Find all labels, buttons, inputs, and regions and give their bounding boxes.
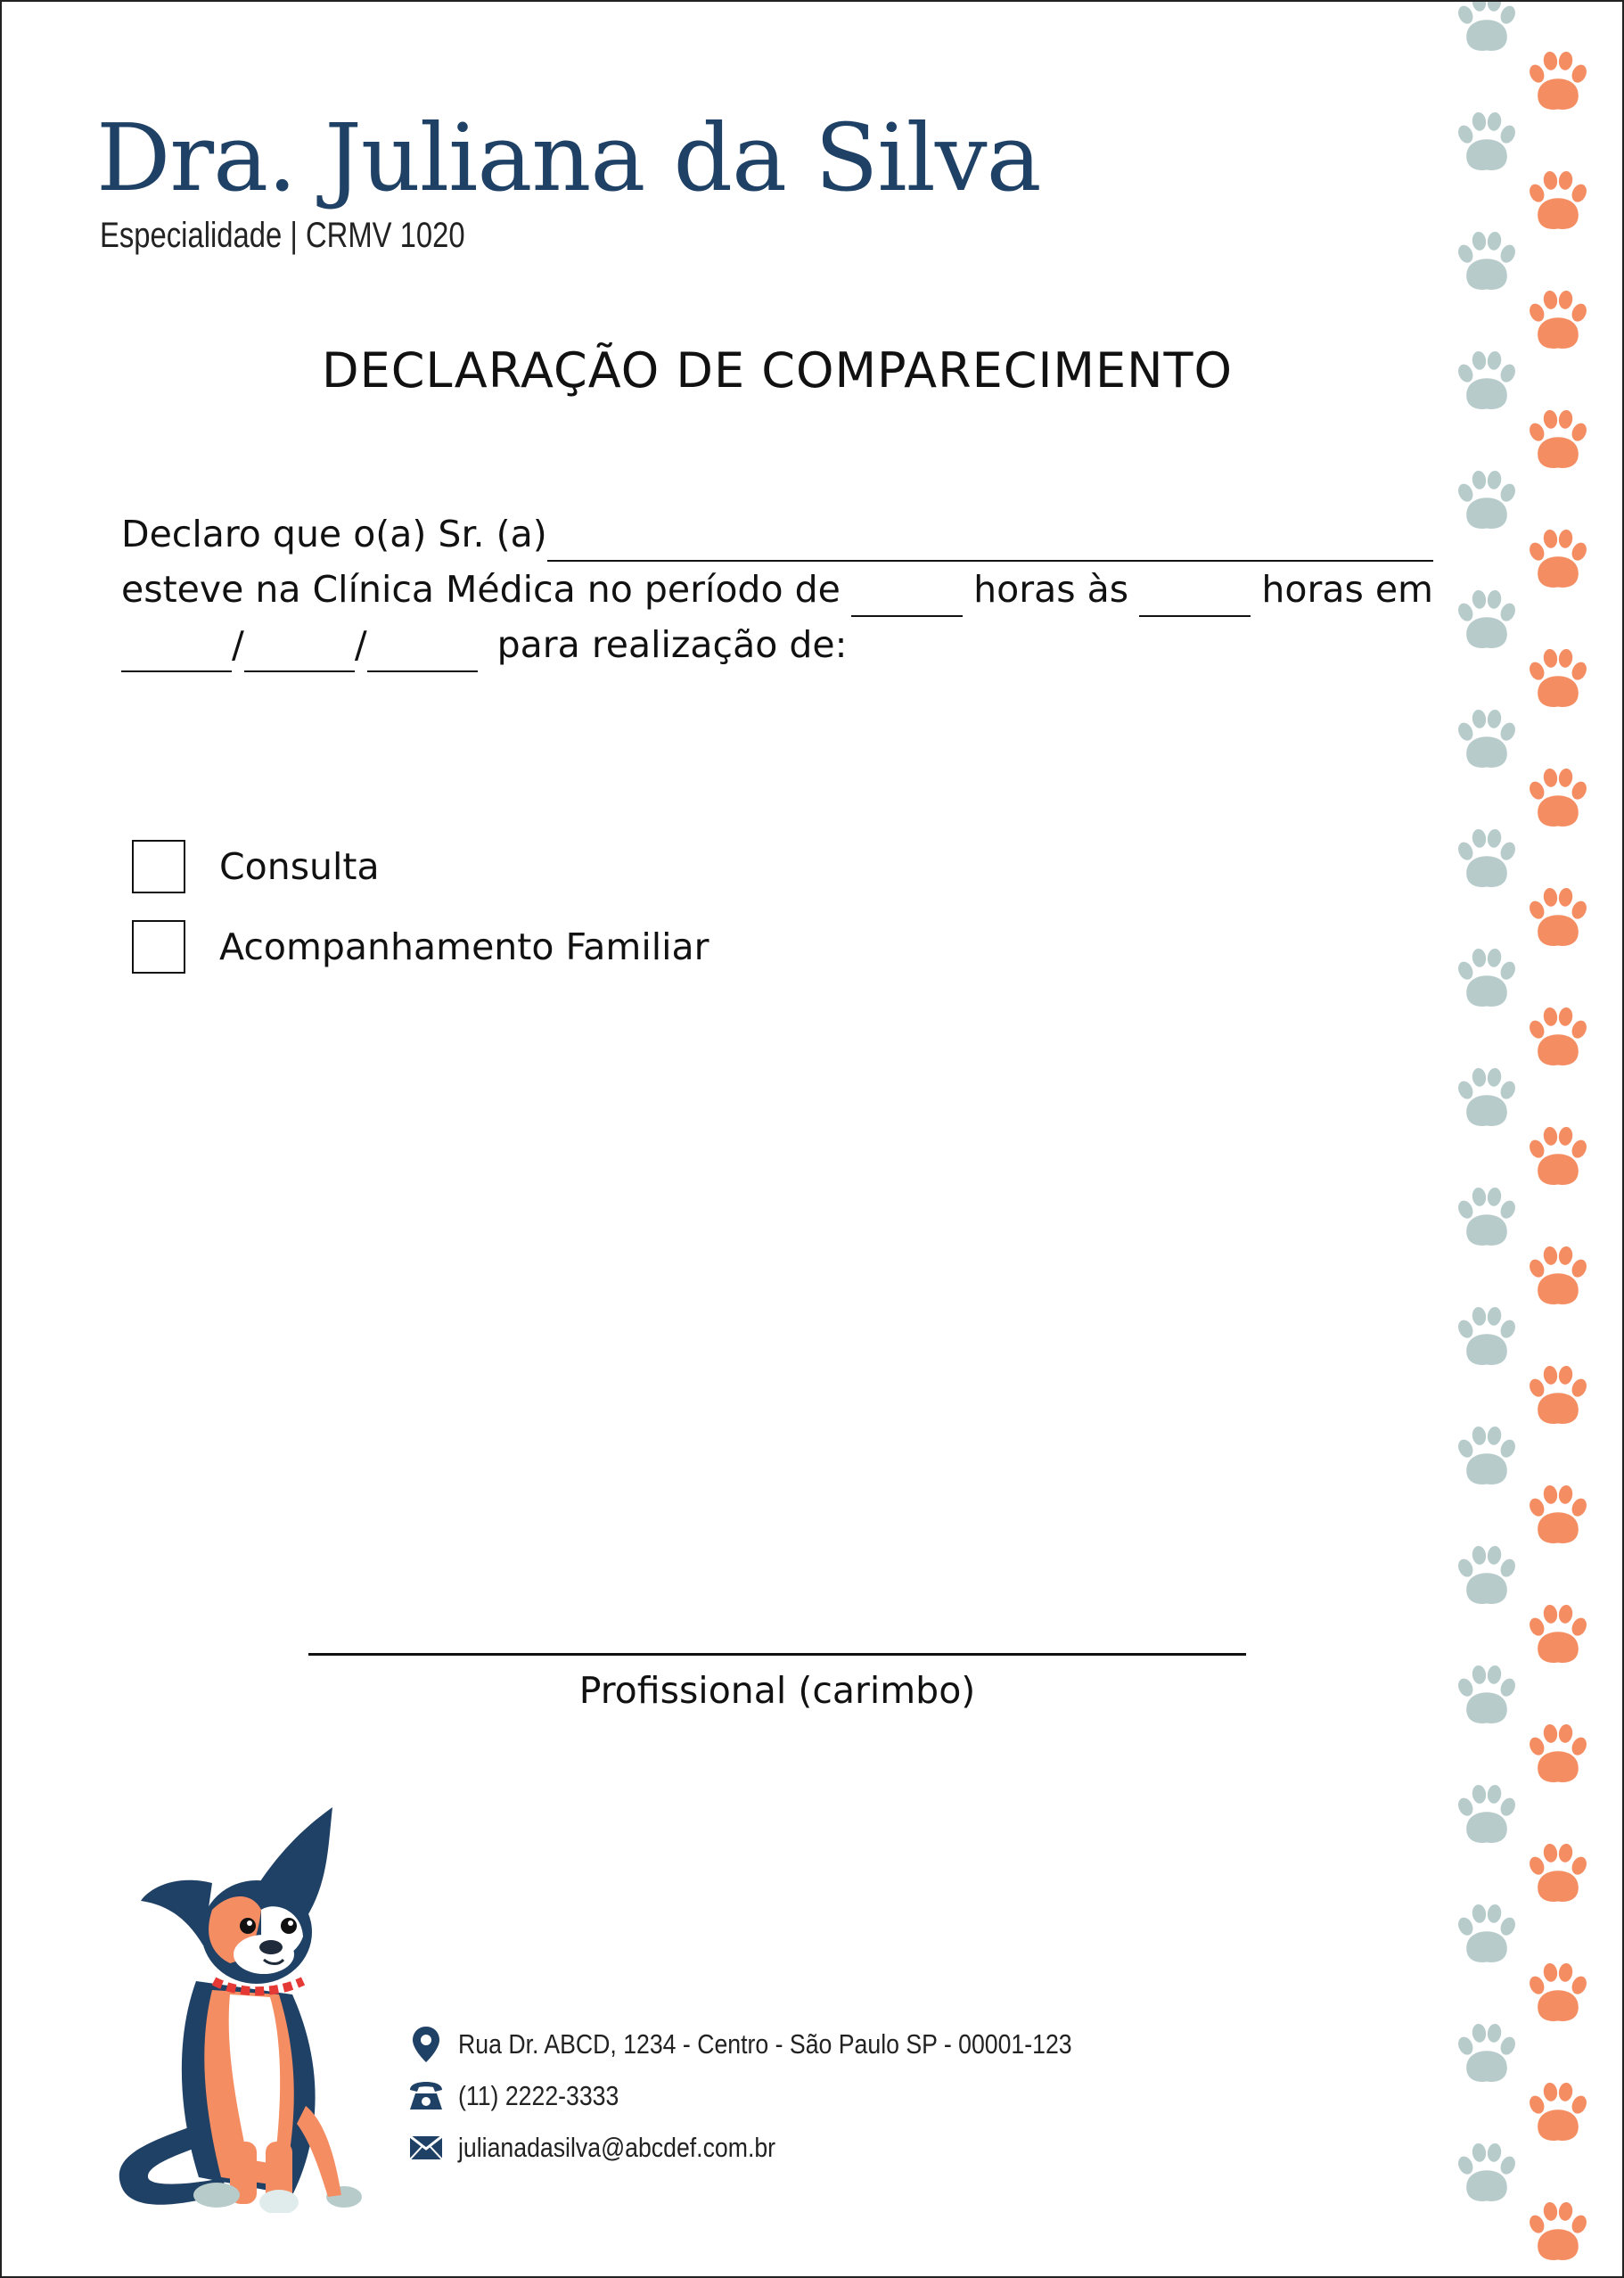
paw-orange-icon [1527,648,1589,707]
date-separator: / [354,623,367,666]
paw-orange-icon [1527,409,1589,468]
paw-gray-icon [1456,1306,1518,1365]
contact-phone [408,2070,1172,2122]
paw-orange-icon [1527,1246,1589,1304]
paw-gray-icon [1456,1665,1518,1723]
paw-orange-icon [1527,1365,1589,1424]
contact-phone-text: (11) 2222-3333 [458,2080,619,2111]
paw-gray-icon [1456,828,1518,887]
checkbox-acompanhamento[interactable] [132,920,185,974]
phone-icon [408,2078,444,2114]
paw-gray-icon [1456,1545,1518,1604]
paw-orange-icon [1527,887,1589,946]
paw-orange-icon [1527,170,1589,229]
checkbox-consulta[interactable] [132,840,185,893]
paw-print-border [1453,2,1622,2276]
paw-orange-icon [1527,1723,1589,1782]
signature-line [308,1653,1246,1656]
paw-orange-icon [1527,1484,1589,1543]
date-separator: / [232,623,244,666]
paw-gray-icon [1456,470,1518,529]
option-consulta[interactable] [132,838,709,895]
paw-orange-icon [1527,768,1589,826]
paw-orange-icon [1527,1126,1589,1185]
declaration-line-3-text: para realização de: [496,623,848,666]
declaration-line-1-text: Declaro que o(a) Sr. (a) [121,513,547,555]
option-label: Acompanhamento Familiar [219,925,709,968]
paw-orange-icon [1527,1604,1589,1663]
paw-gray-icon [1456,2142,1518,2201]
doctor-specialty: Especialidade | CRMV 1020 [100,216,465,255]
paw-gray-icon [1456,1187,1518,1246]
location-pin-icon [408,2027,444,2062]
contact-address-text: Rua Dr. ABCD, 1234 - Centro - São Paulo SP - 00001-123 [458,2028,1072,2060]
declaration-line-3 [121,617,1433,672]
dog-illustration [114,1803,381,2213]
contact-email-text: julianadasilva@abcdef.com.br [458,2132,776,2163]
paw-gray-icon [1456,350,1518,409]
contact-address [408,2019,1172,2070]
paw-gray-icon [1456,2,1518,51]
name-blank[interactable] [547,521,1433,562]
month-blank[interactable] [244,631,355,672]
start-hour-blank[interactable] [851,576,963,617]
declaration-line-1 [121,506,1433,562]
paw-gray-icon [1456,231,1518,290]
paw-gray-icon [1456,1426,1518,1484]
paw-orange-icon [1527,2082,1589,2141]
declaration-line-2-text-b: horas às [973,568,1129,611]
paw-gray-icon [1456,111,1518,170]
paw-orange-icon [1527,290,1589,349]
declaration-line-2 [121,562,1433,617]
contact-info [408,2019,1172,2174]
doctor-name: Dra. Juliana da Silva [96,103,1041,212]
declaration-line-2-text-a: esteve na Clínica Médica no período de [121,568,841,611]
paw-gray-icon [1456,1067,1518,1126]
paw-gray-icon [1456,1784,1518,1843]
paw-orange-icon [1527,1007,1589,1065]
document-title: DECLARAÇÃO DE COMPARECIMENTO [322,342,1233,399]
declaration-text [121,506,1433,672]
paw-orange-icon [1527,1843,1589,1902]
option-acompanhamento[interactable] [132,918,709,975]
paw-gray-icon [1456,2023,1518,2082]
paw-gray-icon [1456,589,1518,648]
end-hour-blank[interactable] [1139,576,1251,617]
option-label: Consulta [219,845,380,888]
paw-orange-icon [1527,1962,1589,2021]
year-blank[interactable] [367,631,478,672]
declaration-line-2-text-c: horas em [1261,568,1433,611]
paw-gray-icon [1456,948,1518,1007]
paw-orange-icon [1527,51,1589,110]
day-blank[interactable] [121,631,232,672]
contact-email [408,2122,1172,2174]
purpose-options [132,838,709,999]
paw-gray-icon [1456,709,1518,768]
paw-orange-icon [1527,529,1589,588]
paw-orange-icon [1527,2201,1589,2260]
signature-label: Profissional (carimbo) [578,1669,976,1712]
envelope-icon [408,2130,444,2166]
paw-gray-icon [1456,1904,1518,1962]
